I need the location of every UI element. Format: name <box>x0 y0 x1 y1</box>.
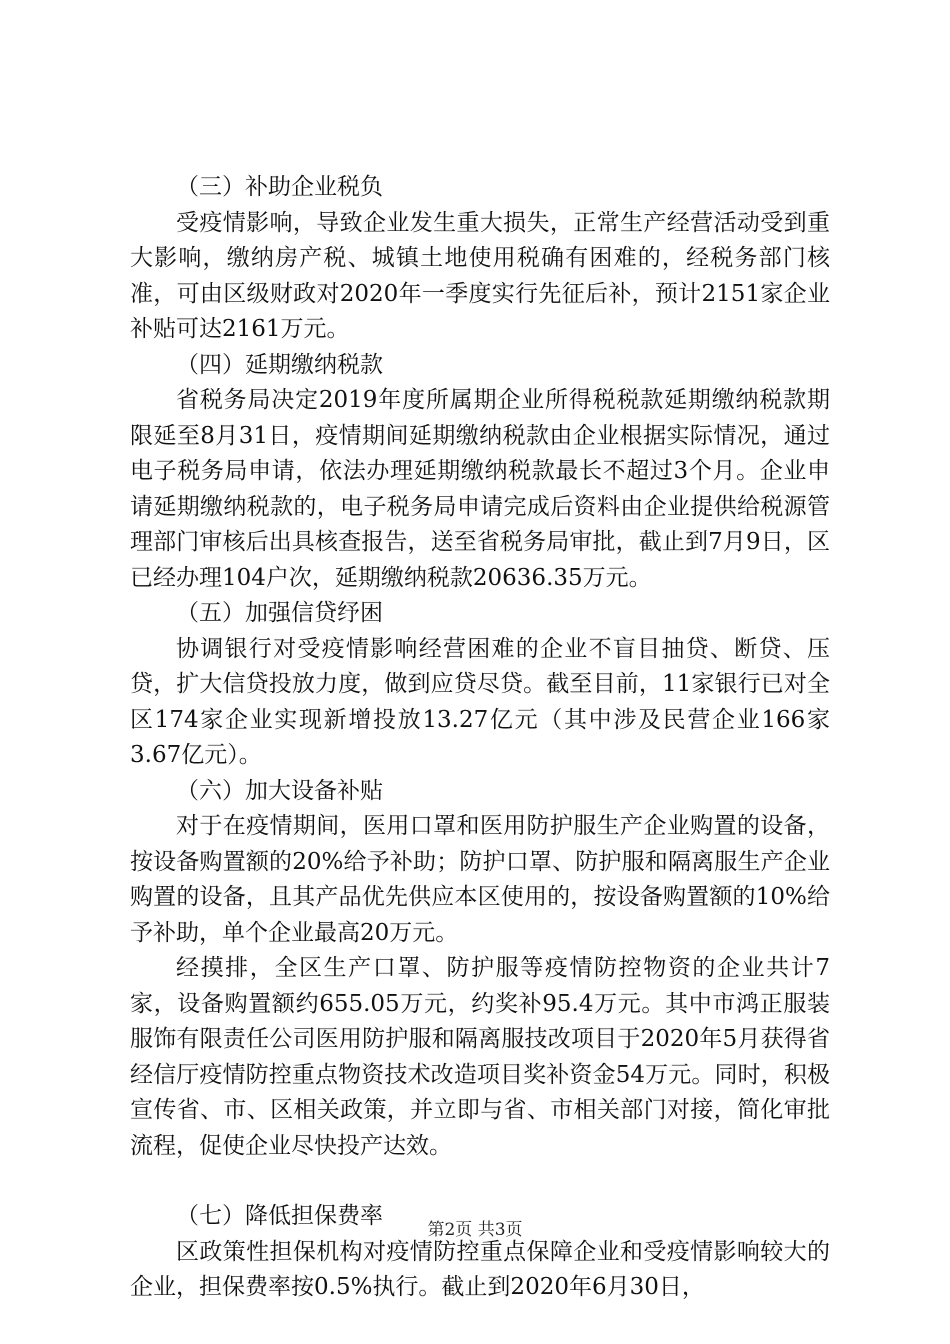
section-heading-6: （六）加大设备补贴 <box>176 777 383 804</box>
section-heading-7: （七）降低担保费率 <box>176 1203 383 1229</box>
section-heading-5: （五）加强信贷纾困 <box>176 600 383 626</box>
section-heading-3: （三）补助企业税负 <box>176 174 383 200</box>
section-paragraph-3-1: 受疫情影响，导致企业发生重大损失，正常生产经营活动受到重大影响，缴纳房产税、城镇土地使用税确有困难的，经税务部门核准，可由区级财政对2020年一季度实行先征后补，预计2151家企业补贴可达2161万元。 <box>130 209 830 342</box>
page-number-footer: 第2页 共3页 <box>427 1220 523 1240</box>
section-paragraph-6-2: 经摸排，全区生产口罩、防护服等疫情防控物资的企业共计7家，设备购置额约655.05万元，约奖补95.4万元。其中市鸿正服装服饰有限责任公司医用防护服和隔离服技改项目于2020年5月获得省经信厅疫情防控重点物资技术改造项目奖补资金54万元。同时，积极宣传省、市、区相关政策，并立即与省、市相关部门对接，简化审批流程，促使企业尽快投产达效。 <box>130 955 830 1159</box>
section-paragraph-7-1: 区政策性担保机构对疫情防控重点保障企业和受疫情影响较大的企业，担保费率按0.5%执行。截止到2020年6月30日， <box>130 1238 830 1300</box>
section-heading-4: （四）延期缴纳税款 <box>176 351 383 378</box>
section-paragraph-6-1: 对于在疫情期间，医用口罩和医用防护服生产企业购置的设备，按设备购置额的20%给予补助；防护口罩、防护服和隔离服生产企业购置的设备，且其产品优先供应本区使用的，按设备购置额的10%给予补助，单个企业最高20万元。 <box>130 813 830 946</box>
paragraph-gap <box>130 1164 830 1199</box>
section-paragraph-5-1: 协调银行对受疫情影响经营困难的企业不盲目抽贷、断贷、压贷，扩大信贷投放力度，做到应贷尽贷。截至目前，11家银行已对全区174家企业实现新增投放13.27亿元（其中涉及民营企业166家3.67亿元）。 <box>130 635 830 768</box>
document-body <box>130 170 830 1306</box>
section-paragraph-4-1: 省税务局决定2019年度所属期企业所得税税款延期缴纳税款期限延至8月31日，疫情期间延期缴纳税款由企业根据实际情况，通过电子税务局申请，依法办理延期缴纳税款最长不超过3个月。企业申请延期缴纳税款的，电子税务局申请完成后资料由企业提供给税源管理部门审核后出具核查报告，送至省税务局审批，截止到7月9日，区已经办理104户次，延期缴纳税款20636.35万元。 <box>130 387 830 591</box>
